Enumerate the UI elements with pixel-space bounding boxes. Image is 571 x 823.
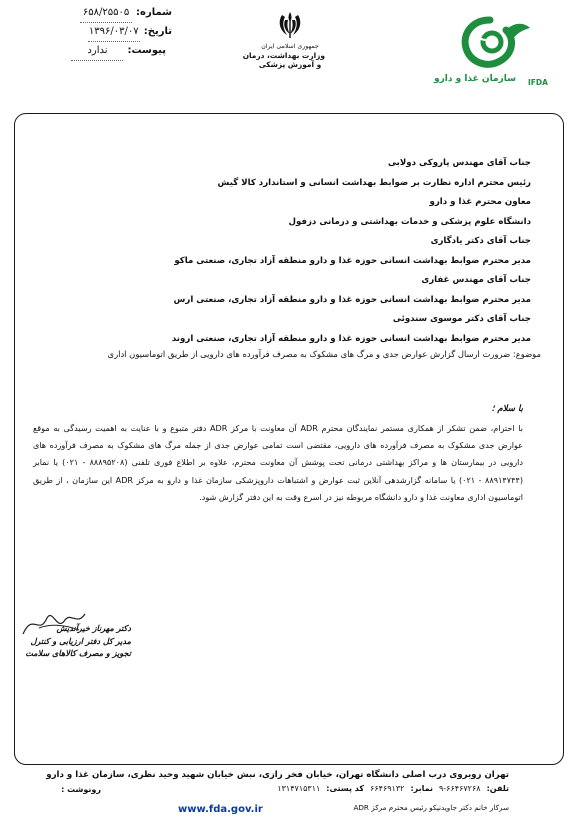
letter-meta <box>62 4 172 61</box>
ministry-emblem <box>242 8 325 69</box>
attachment-row <box>56 42 166 61</box>
phone-value: ۹-۶۶۴۶۷۲۶۸ <box>439 784 481 793</box>
subject-line: موضوع: ضرورت ارسال گزارش عوارض جدی و مرگ های مشکوک به مصرف فرآورده های دارویی از طریق اتوماسیون اداری <box>107 349 541 359</box>
recipient-line: معاون محترم غذا و دارو <box>429 197 531 207</box>
copy-label: رونوشت : <box>61 785 101 794</box>
attachment-value: ندارد <box>71 42 123 61</box>
number-value: ۶۵۸/۲۵۵۰۵ <box>80 4 132 23</box>
cc-line: سرکار خانم دکتر جاویدنیکو رئیس محترم مرکز ADR <box>353 803 509 812</box>
logo-text-en: IFDA <box>528 78 548 87</box>
recipient-line: جناب آقای مهندس پاروکی دولابی <box>387 158 531 168</box>
signature-name: دکتر مهرناز خیرآندیش <box>56 623 131 633</box>
signature-title-2: تجویز و مصرف کالاهای سلامت <box>25 648 131 658</box>
number-label: شماره: <box>136 7 172 18</box>
emblem-line-1: جمهوری اسلامی ایران <box>261 43 319 50</box>
body-paragraph: با احترام، ضمن تشکر از همکاری مستمر نمایندگان محترم ADR آن معاونت با مرکز ADR دفتر متبوع و با عنایت به اهمیت رسیدگی به موقع عوارض جدی مشکوک به مصرف فرآورده های دارویی، مقتضی است تمامی عوارض جدی از جمله مرگ های مشکوک به مصرف فرآورده های دارویی در بیمارستان ها و مراکز بهداشتی درمانی تحت پوشش آن معاونت محترم، علاوه بر اطلاع فوری تلفنی (۸۸۸۹۵۲۰۸ - ۰۲۱) یا نمابر (۸۸۹۱۴۷۴۴ - ۰۲۱) یا سامانه گزارشدهی آنلاین ثبت عوارض و اشتباهات داروپزشکی سازمان غذا و دارو به مرکز ADR این سازمان ، از طریق اتوماسیون اداری معاونت غذا و دارو دانشگاه مربوطه نیز در اسرع وقت به این دفتر گزارش شود. <box>33 423 524 502</box>
signature-block <box>19 622 131 660</box>
recipient-line: مدیر محترم ضوابط بهداشت انسانی حوزه غذا و دارو منطقه آزاد تجاری، صنعتی ماکو <box>174 255 531 266</box>
footer-address: تهران روبروی درب اصلی دانشگاه تهران، خیابان فخر رازی، نبش خیابان شهید وحید نظری، سازمان غذا و دارو <box>46 770 509 780</box>
greeting: با سلام ؛ <box>491 404 523 414</box>
signature-scribble-icon <box>19 606 89 640</box>
postal-value: ۱۳۱۴۷۱۵۳۱۱ <box>277 784 321 793</box>
recipient-line: جناب آقای مهندس غفاری <box>421 275 531 285</box>
emblem-line-2: وزارت بهداشت، درمان <box>242 51 325 60</box>
postal-label: کد پستی: <box>326 784 365 793</box>
ifda-logo <box>432 12 554 92</box>
recipient-line: دانشگاه علوم پزشکی و خدمات بهداشتی و درمانی دزفول <box>288 216 531 227</box>
phone-label: تلفن: <box>486 784 509 793</box>
date-row <box>62 23 172 42</box>
emblem-line-3: و آموزش پزشکی <box>258 60 322 69</box>
footer-contact-row <box>49 782 509 795</box>
iran-emblem-icon <box>273 8 307 42</box>
attachment-label: پیوست: <box>127 45 166 56</box>
recipient-line: جناب آقای دکتر یادگاری <box>430 236 531 246</box>
ifda-logo-icon <box>432 12 554 76</box>
fax-value: ۶۶۴۶۹۱۳۲ <box>370 784 405 793</box>
fax-label: نمابر: <box>410 784 433 793</box>
logo-text-fa: سازمان غذا و دارو <box>434 74 516 84</box>
number-row <box>62 4 172 23</box>
recipient-line: رئیس محترم اداره نظارت بر ضوابط بهداشت انسانی و استاندارد کالا گیش <box>217 177 531 188</box>
recipient-line: جناب آقای دکتر موسوی سندوئی <box>392 314 531 324</box>
website-link[interactable]: www.fda.gov.ir <box>178 804 263 815</box>
recipients-block <box>61 154 531 349</box>
letter-footer <box>46 768 509 795</box>
signature-title-1: مدیر کل دفتر ارزیابی و کنترل <box>30 635 131 646</box>
date-value: ۱۳۹۶/۰۳/۰۷ <box>88 23 140 42</box>
date-label: تاریخ: <box>143 26 172 37</box>
recipient-line: مدیر محترم ضوابط بهداشت انسانی حوزه غذا و دارو منطقه آزاد تجاری، صنعتی ارس <box>173 294 531 305</box>
recipient-line: مدیر محترم ضوابط بهداشت انسانی حوزه غذا و دارو منطقه آزاد تجاری، صنعتی اروند <box>171 333 531 344</box>
